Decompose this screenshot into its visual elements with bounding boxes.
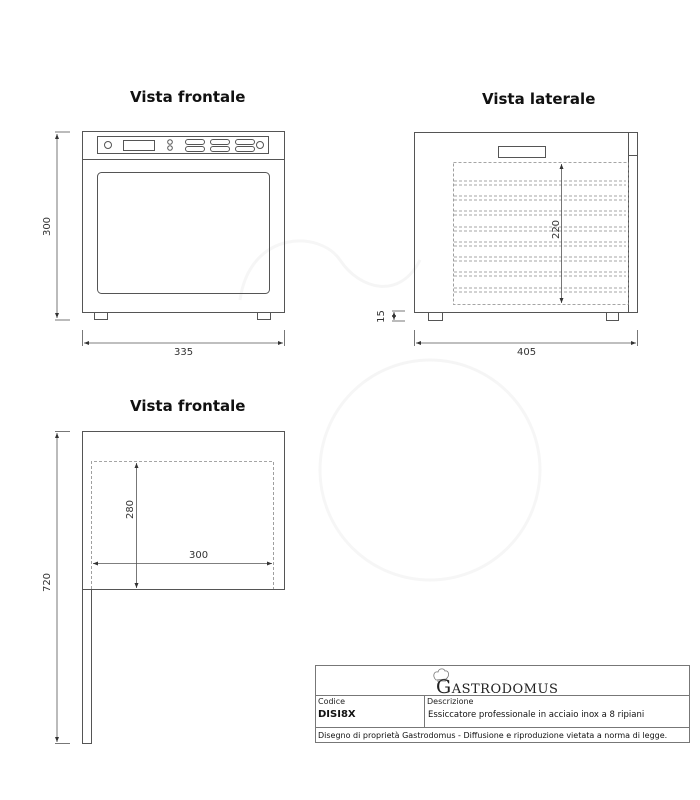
side-view-title: Vista laterale — [482, 90, 596, 108]
shelf-8 — [454, 288, 626, 292]
side-shelf-span-dim: 220 — [551, 219, 563, 240]
description-label: Descrizione — [427, 697, 474, 706]
front-view-bottom-title: Vista frontale — [130, 397, 246, 415]
code-cell — [316, 696, 425, 727]
shelf-4 — [454, 227, 626, 231]
code-label: Codice — [318, 697, 346, 706]
side-view-shelves — [454, 163, 629, 305]
description-cell — [425, 696, 689, 727]
front-view-bottom-inner — [92, 462, 274, 590]
front-view-title: Vista frontale — [130, 88, 246, 106]
code-value: DISI8X — [318, 709, 356, 720]
side-depth-dim: 405 — [517, 347, 537, 358]
front-view-dimensions — [55, 132, 285, 346]
shelf-3 — [454, 211, 626, 215]
front-width-dim: 335 — [174, 347, 194, 358]
brand-name: GASTRODOMUS — [436, 676, 559, 698]
description-value: Essiccatore professionale in acciaio inox a 8 ripiani — [428, 710, 645, 720]
title-block-info-row — [316, 696, 689, 728]
bottom-inner-height-dim: 280 — [125, 499, 137, 520]
shelf-7 — [454, 272, 626, 276]
front-height-dim: 300 — [42, 216, 54, 237]
bottom-total-height-dim: 720 — [42, 572, 54, 593]
shelf-2 — [454, 196, 626, 200]
front-view-bottom — [83, 432, 285, 744]
front-view — [83, 132, 285, 320]
shelf-6 — [454, 257, 626, 261]
shelf-5 — [454, 242, 626, 246]
front-view-bottom-dimensions — [55, 432, 272, 744]
brand-logo — [316, 666, 689, 696]
shelf-1 — [454, 181, 626, 185]
side-foot-dim: 15 — [375, 310, 387, 323]
bottom-inner-width-dim: 300 — [189, 550, 209, 561]
copyright-notice: Disegno di proprietà Gastrodomus - Diffusione e riproduzione vietata a norma di legge. — [318, 731, 668, 740]
title-block — [315, 665, 690, 743]
